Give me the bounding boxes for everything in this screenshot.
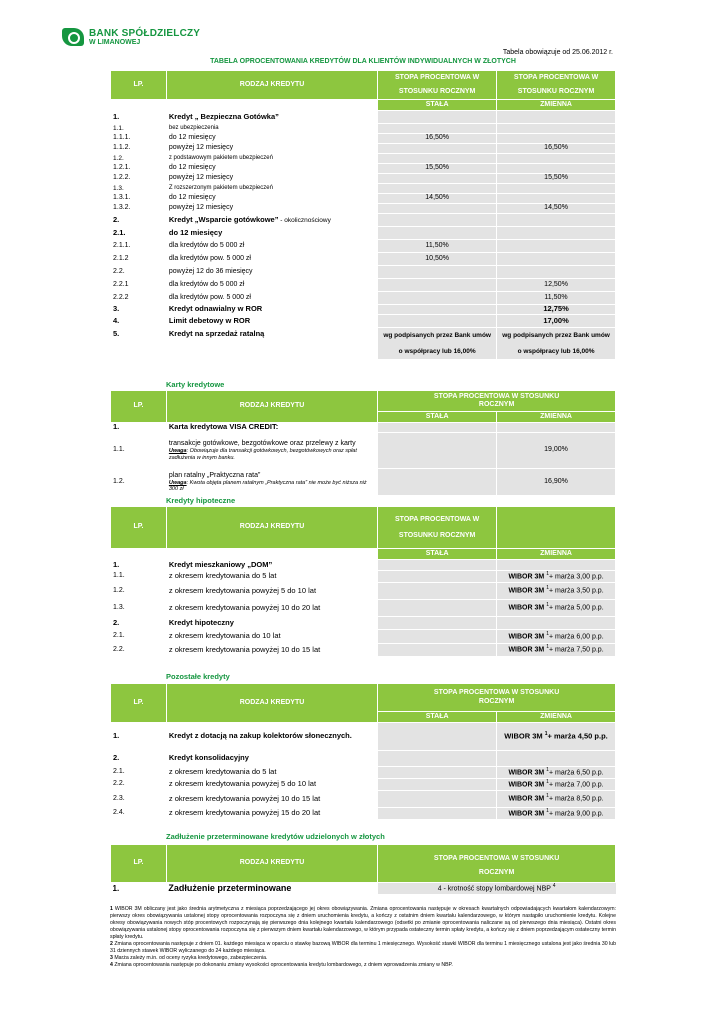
row-name: Kredyt odnawialny w ROR [168, 304, 263, 314]
row-lp: 3. [111, 305, 167, 315]
table-row [111, 111, 616, 124]
wibor-label: WIBOR 3M [508, 587, 545, 595]
row-name: transakcje gotówkowe, bezgotówkowe oraz przelewy z karty [168, 440, 356, 448]
rate-stala [378, 279, 497, 292]
row-name: Kredyt hipoteczny [166, 617, 377, 630]
row-name: z podstawowym pakietem ubezpieczeń [168, 155, 273, 162]
rates-table-other [110, 683, 616, 820]
row-name: Kredyt mieszkaniowy „DOM” [166, 560, 377, 571]
row-name: z okresem kredytowania powyżej 10 do 15 lat [166, 791, 377, 808]
footnote-ref: 1 [546, 793, 549, 800]
footnote-ref: 1 [546, 807, 549, 814]
rate-stala: 14,50% [378, 194, 497, 204]
row-note [169, 448, 375, 461]
row-name: dla kredytów pow. 5 000 zł [168, 254, 251, 262]
footnote-text: WIBOR 3M obliczany jest jako średnia arytmetyczna z miesiąca poprzedzającego jej okres obowiązywania. Zmiana oprocentowania następuje w okresach kwartalnych odpowiadających kwartałom kalendarzowym: pierwszy okres obowiązywania ustalonej stopy oprocentowania rozpoczyna się z dniem uruchomienia kredytu, a kończy z ostatnim dniem kwartału kalendarzowego, w którym nastąpiło uruchomienie kredytu. Kolejne okresy obowiązywania nowych stóp procentowych rozpoczynają się pierwszego dnia kolejnego kwartału kalendarzowego (odsetki po zmianie oprocentowania naliczane są od pierwszego dnia miesiąca). Ostatni okres obowiązywania ustalonej stopy oprocentowania rozpoczyna się z pierwszym dniem kwartału kalendarzowego, w którym przypada ostateczny termin spłaty kredytu, a kończy się z dniem poprzedzającym ostateczny termin spłaty kredytu. [110, 906, 616, 941]
footnote-ref: 4 [552, 882, 556, 889]
table-row [111, 571, 616, 583]
header-rodzaj: RODZAJ KREDYTU [166, 684, 377, 723]
rates-table-mortgage [110, 506, 616, 657]
footnote-ref: 1 [546, 778, 549, 785]
table-row [111, 174, 616, 184]
row-lp: 2.2. [111, 779, 167, 791]
rate-zmienna-line2: o współpracy lub 16,00% [517, 347, 595, 355]
table-row [111, 204, 616, 214]
row-name-cell [166, 227, 377, 240]
row-name: z okresem kredytowania powyżej 5 do 10 lat [166, 583, 377, 600]
row-lp: 2.1. [111, 767, 167, 779]
rate-zmienna: 14,50% [497, 204, 616, 214]
table-row [111, 164, 616, 174]
row-lp: 2. [111, 751, 167, 767]
rate-stala [378, 144, 497, 154]
table-row [111, 279, 616, 292]
header-stala: STAŁA [378, 412, 497, 423]
table-row [111, 240, 616, 253]
row-lp: 1.1. [111, 571, 167, 583]
rate-zmienna: 17,00% [497, 315, 616, 328]
header-lp: LP. [111, 71, 167, 100]
table-row [111, 808, 616, 820]
rate-zmienna: 16,50% [497, 144, 616, 154]
table-row [111, 292, 616, 305]
rate-zmienna [497, 571, 616, 583]
header-zmienna: ZMIENNA [497, 100, 616, 111]
rate-zmienna [497, 791, 616, 808]
row-name: Kredyt „Wsparcie gotówkowe” [168, 214, 279, 224]
rate-stala: 10,50% [378, 253, 497, 266]
row-name: z okresem kredytowania do 10 lat [166, 630, 377, 644]
row-lp: 1.2. [111, 154, 167, 164]
row-lp: 2. [111, 617, 167, 630]
footnote-ref: 1 [546, 570, 549, 577]
row-name: z okresem kredytowania powyżej 10 do 20 lat [166, 600, 377, 617]
row-name-block [166, 433, 377, 469]
rate-zmienna [497, 560, 616, 571]
header-zmienna: ZMIENNA [497, 712, 616, 723]
row-name-cell [166, 204, 377, 214]
row-name: dla kredytów do 5 000 zł [168, 280, 245, 288]
rate-stala: 11,50% [378, 240, 497, 253]
table-row [111, 144, 616, 154]
table-row [111, 253, 616, 266]
footnote-ref: 1 [546, 644, 549, 651]
rate-zmienna [497, 600, 616, 617]
footnote-ref: 1 [546, 630, 549, 637]
wibor-label: WIBOR 3M [508, 646, 545, 654]
row-lp: 2.1. [111, 630, 167, 644]
wibor-label: WIBOR 3M [508, 810, 545, 818]
row-name: Kredyt „ Bezpieczna Gotówka” [168, 111, 279, 121]
row-name-cell [166, 292, 377, 305]
footnote-ref: 1 [546, 766, 549, 773]
header-zmienna: ZMIENNA [497, 549, 616, 560]
row-lp: 1. [112, 883, 120, 893]
rate-stala: 16,50% [378, 134, 497, 144]
rate-zmienna: 11,50% [497, 292, 616, 305]
footnote-number: 2 [110, 941, 113, 948]
row-lp: 1.3. [111, 600, 167, 617]
table-row [111, 767, 616, 779]
header-rodzaj: RODZAJ KREDYTU [166, 391, 377, 423]
margin-text: + marża 5,00 p.p. [548, 604, 604, 612]
row-name-cell [166, 328, 377, 360]
table-row [111, 583, 616, 600]
header-rodzaj: RODZAJ KREDYTU [166, 845, 377, 883]
row-name: Kredyt z dotacją na zakup kolektorów słonecznych. [166, 723, 377, 751]
row-lp: 1.1. [111, 124, 167, 134]
margin-text: + marża 8,50 p.p. [548, 795, 604, 803]
rates-table-cards [110, 390, 616, 496]
rate-stala: 15,50% [378, 164, 497, 174]
rates-table-overdue [110, 844, 616, 894]
row-name-cell [166, 315, 377, 328]
table-row [111, 194, 616, 204]
rate-zmienna [497, 154, 616, 164]
row-lp: 1.1. [111, 433, 167, 469]
table-row [111, 779, 616, 791]
header-lp: LP. [111, 845, 167, 883]
header-stala: STAŁA [378, 712, 497, 723]
wibor-label: WIBOR 3M [508, 573, 545, 581]
rate-zmienna [497, 214, 616, 227]
footnote-text: Marża zależy m.in. od oceny ryzyka kredytowego, zabezpieczenia. [112, 955, 268, 962]
footnote-number: 1 [110, 906, 113, 912]
row-name-cell [166, 144, 377, 154]
rate-zmienna [497, 266, 616, 279]
margin-text: + marża 4,50 p.p. [547, 731, 608, 741]
row-lp: 2.1.2 [111, 253, 167, 266]
row-lp: 1.2.1. [111, 164, 167, 174]
row-name-cell [166, 279, 377, 292]
header-lp: LP. [111, 391, 167, 423]
header-stopa: STOPA PROCENTOWA W STOSUNKU ROCZNYM [378, 684, 616, 712]
rate-stala [378, 315, 497, 328]
wibor-label: WIBOR 3M [508, 633, 545, 641]
footnote [110, 962, 616, 969]
note-label: Uwaga [168, 448, 187, 455]
rate-zmienna [497, 723, 616, 751]
table-row [111, 315, 616, 328]
row-lp: 1. [111, 423, 167, 433]
table-row [111, 723, 616, 751]
rate-stala [378, 154, 497, 164]
header-zmienna: ZMIENNA [497, 412, 616, 423]
row-lp: 1. [111, 560, 167, 571]
rate-stala [378, 214, 497, 227]
row-lp: 2.2. [111, 266, 167, 279]
section-title-hipoteczne: Kredyty hipoteczne [166, 496, 236, 505]
row-name-cell [166, 164, 377, 174]
row-lp: 2.4. [111, 808, 167, 820]
row-name-block [166, 469, 377, 496]
rate-stala-line1: wg podpisanych przez Bank umów [383, 332, 491, 340]
footnote-number: 4 [110, 962, 113, 969]
rate-stala [378, 174, 497, 184]
row-name-cell [166, 266, 377, 279]
wibor-label: WIBOR 3M [504, 731, 543, 741]
margin-text: + marża 7,50 p.p. [548, 646, 604, 654]
rate-zmienna [497, 240, 616, 253]
row-lp: 2.2. [111, 644, 167, 657]
rate-zmienna [497, 164, 616, 174]
row-name-cell [166, 305, 377, 315]
table-row [111, 600, 616, 617]
page-title: TABELA OPROCENTOWANIA KREDYTÓW DLA KLIENTÓW INDYWIDUALNYCH W ZŁOTYCH [210, 58, 516, 65]
header-rodzaj: RODZAJ KREDYTU [166, 507, 377, 549]
row-name: z okresem kredytowania powyżej 15 do 20 lat [166, 808, 377, 820]
row-name: powyżej 12 miesięcy [168, 204, 234, 212]
wibor-label: WIBOR 3M [508, 781, 545, 789]
rate-zmienna [497, 124, 616, 134]
rate-zmienna [497, 328, 616, 360]
header-stopa: STOPA PROCENTOWA W STOSUNKU ROCZNYM [378, 391, 616, 412]
rate-text: 4 - krotność stopy lombardowej NBP [437, 884, 551, 892]
row-name-cell [166, 111, 377, 124]
row-name: z okresem kredytowania do 5 lat [166, 767, 377, 779]
row-name: plan ratalny „Praktyczna rata” [168, 471, 261, 479]
row-name: do 12 miesięcy [168, 227, 223, 237]
row-name: dla kredytów pow. 5 000 zł [168, 293, 251, 301]
table-row [111, 184, 616, 194]
header-lp: LP. [111, 684, 167, 723]
row-name-cell [166, 253, 377, 266]
rate-zmienna [497, 111, 616, 124]
table-row [111, 134, 616, 144]
row-lp: 2.1.1. [111, 240, 167, 253]
row-name-cell [166, 154, 377, 164]
row-lp: 2. [111, 214, 167, 227]
rate-zmienna [497, 644, 616, 657]
rate-zmienna [497, 751, 616, 767]
table-row [111, 227, 616, 240]
note-label: Uwaga [168, 479, 187, 486]
footnote [110, 955, 616, 962]
row-name: Karta kredytowa VISA CREDIT: [166, 423, 377, 433]
row-lp: 1.3.1. [111, 194, 167, 204]
bank-name-line2: W LIMANOWEJ [89, 39, 141, 46]
row-lp: 5. [111, 328, 167, 360]
row-lp: 1.3.2. [111, 204, 167, 214]
footnote-ref: 1 [544, 730, 548, 737]
rate-stala [378, 305, 497, 315]
rate-zmienna [497, 779, 616, 791]
row-name: Kredyt konsolidacyjny [166, 751, 377, 767]
table-row [111, 154, 616, 164]
rate-zmienna: 12,50% [497, 279, 616, 292]
rate-zmienna: 12,75% [497, 305, 616, 315]
header-stopa-stala: STOPA PROCENTOWA W STOSUNKU ROCZNYM [378, 507, 497, 549]
row-lp: 1.1.2. [111, 144, 167, 154]
rate-value [378, 883, 616, 894]
table-row [111, 124, 616, 134]
row-lp: 2.1. [111, 227, 167, 240]
row-lp: 1.1.1. [111, 134, 167, 144]
margin-text: + marża 6,00 p.p. [548, 633, 604, 641]
row-name-cell [166, 174, 377, 184]
rate-zmienna: 15,50% [497, 174, 616, 184]
row-name: dla kredytów do 5 000 zł [168, 241, 245, 249]
rate-zmienna [497, 194, 616, 204]
header-stala: STAŁA [378, 100, 497, 111]
header-stopa-zmienna: STOPA PROCENTOWA W STOSUNKU ROCZNYM [497, 71, 616, 100]
row-name: z okresem kredytowania powyżej 5 do 10 lat [166, 779, 377, 791]
row-name: Z rozszerzonym pakietem ubezpieczeń [168, 185, 273, 192]
row-name: z okresem kredytowania powyżej 10 do 15 lat [166, 644, 377, 657]
section-title-zadluzenie: Zadłużenie przeterminowane kredytów udzielonych w złotych [166, 832, 385, 841]
table-row [111, 305, 616, 315]
rate-zmienna [497, 134, 616, 144]
row-lp: 1. [111, 723, 167, 751]
table-row [111, 751, 616, 767]
footnote-number: 3 [110, 955, 113, 962]
row-name: Limit debetowy w ROR [168, 315, 251, 325]
footnote-text: Zmiana oprocentowania następuje po dokonaniu zmiany wysokości oprocentowania kredytu lombardowego, z dniem wprowadzenia zmiany w NBP. [112, 962, 453, 969]
row-name: do 12 miesięcy [168, 164, 216, 172]
footnote-text: Zmiana oprocentowania następuje z dniem 01. każdego miesiąca w oparciu o stawkę bazową WIBOR dla terminu 1 miesięcznego. Wysokość stawki WIBOR dla terminu 1 miesięcznego ustalona jest jako średnia 30 lub 31 dziennych stawek WIBOR wyliczanego do 24 każdego miesiąca. [110, 941, 616, 955]
rate-zmienna [497, 184, 616, 194]
rate-zmienna [497, 617, 616, 630]
header-stala: STAŁA [378, 549, 497, 560]
row-name: powyżej 12 miesięcy [168, 174, 234, 182]
row-name-cell [166, 124, 377, 134]
rate-zmienna [497, 253, 616, 266]
table-row [111, 630, 616, 644]
row-name: z okresem kredytowania do 5 lat [166, 571, 377, 583]
date-note: Tabela obowiązuje od 25.06.2012 r. [502, 49, 613, 56]
footnote-ref: 1 [546, 585, 549, 592]
wibor-label: WIBOR 3M [508, 769, 545, 777]
row-lp: 1.2.2. [111, 174, 167, 184]
wibor-label: WIBOR 3M [508, 604, 545, 612]
section-title-karty: Karty kredytowe [166, 380, 225, 389]
row-name: do 12 miesięcy [168, 194, 216, 202]
bank-logo-icon [62, 28, 84, 46]
rate-stala-line2: o współpracy lub 16,00% [398, 347, 476, 355]
rates-table-main [110, 70, 616, 360]
rate-zmienna: 19,00% [497, 433, 616, 469]
row-name: powyżej 12 do 36 miesięcy [168, 267, 253, 275]
row-name: Zadłużenie przeterminowane [168, 883, 292, 894]
row-name: Kredyt na sprzedaż ratalną [168, 329, 265, 338]
bank-logo [62, 28, 201, 50]
rate-zmienna [497, 767, 616, 779]
table-row [111, 617, 616, 630]
margin-text: + marża 7,00 p.p. [548, 781, 604, 789]
rate-stala [378, 266, 497, 279]
footnotes [110, 906, 616, 969]
margin-text: + marża 9,00 p.p. [548, 810, 604, 818]
section-title-pozostale: Pozostałe kredyty [166, 672, 230, 681]
rate-stala [378, 328, 497, 360]
row-name-suffix: - okolicznościowy [278, 216, 331, 224]
row-lp: 1.2. [111, 469, 167, 496]
row-name-cell [166, 134, 377, 144]
table-row [111, 214, 616, 227]
header-stopa: STOPA PROCENTOWA W STOSUNKU ROCZNYM [378, 845, 616, 883]
header-rodzaj: RODZAJ KREDYTU [166, 71, 377, 100]
rate-stala [378, 204, 497, 214]
row-lp: 4. [111, 315, 167, 328]
row-name-cell [166, 214, 377, 227]
table-row [111, 266, 616, 279]
table-row [111, 560, 616, 571]
rate-stala [378, 227, 497, 240]
note-text: : Obowiązuje dla transakcji gotówkowych, bezgotówkowych oraz spłat zadłużenia w innym banku. [168, 448, 357, 461]
row-name: powyżej 12 miesięcy [168, 144, 234, 152]
rate-zmienna-line1: wg podpisanych przez Bank umów [502, 332, 610, 340]
row-name: do 12 miesięcy [168, 134, 216, 142]
margin-text: + marża 3,00 p.p. [548, 573, 604, 581]
rate-zmienna [497, 227, 616, 240]
row-name-cell [166, 194, 377, 204]
margin-text: + marża 3,50 p.p. [548, 587, 604, 595]
table-row [111, 791, 616, 808]
table-row [111, 644, 616, 657]
row-note [169, 480, 375, 493]
rate-stala [378, 111, 497, 124]
margin-text: + marża 6,50 p.p. [548, 769, 604, 777]
rate-zmienna [497, 808, 616, 820]
row-lp: 1.3. [111, 184, 167, 194]
rate-stala [378, 124, 497, 134]
row-lp: 1.2. [111, 583, 167, 600]
row-lp: 2.2.1 [111, 279, 167, 292]
footnote [110, 906, 616, 941]
row-lp: 2.3. [111, 791, 167, 808]
row-lp: 2.2.2 [111, 292, 167, 305]
wibor-label: WIBOR 3M [508, 795, 545, 803]
rate-zmienna [497, 630, 616, 644]
row-name-cell [166, 184, 377, 194]
rate-zmienna: 16,90% [497, 469, 616, 496]
row-lp: 1. [111, 111, 167, 124]
rate-stala [378, 292, 497, 305]
table-row [111, 328, 616, 360]
header-lp: LP. [111, 507, 167, 549]
row-name-cell [166, 240, 377, 253]
footnote [110, 941, 616, 955]
rate-zmienna [497, 583, 616, 600]
row-name: bez ubezpieczenia [168, 125, 219, 132]
header-stopa-stala: STOPA PROCENTOWA W STOSUNKU ROCZNYM [378, 71, 497, 100]
footnote-ref: 1 [546, 602, 549, 609]
rate-stala [378, 184, 497, 194]
note-text: : Kwota objęta planem ratalnym „Praktyczna rata” nie może być niższa niż 300 zł [168, 479, 367, 493]
bank-name-line1: BANK SPÓŁDZIELCZY [89, 28, 201, 39]
